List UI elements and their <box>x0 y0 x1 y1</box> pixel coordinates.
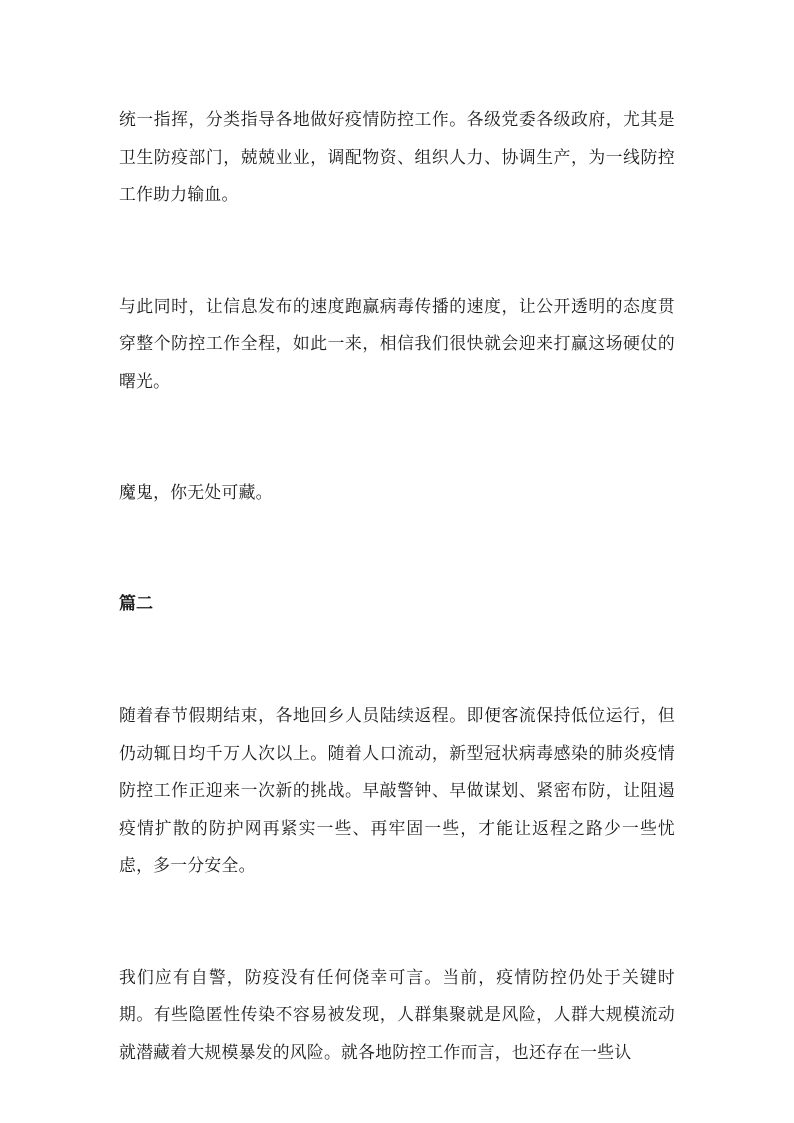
section-heading: 篇二 <box>119 593 153 614</box>
paragraph-spacer <box>119 885 675 959</box>
paragraph: 与此同时，让信息发布的速度跑赢病毒传播的速度，让公开透明的态度贯穿整个防控工作全程，如此一来，相信我们很快就会迎来打赢这场硬仗的曙光。 <box>119 295 675 391</box>
paragraph-spacer <box>119 623 675 697</box>
paragraph: 随着春节假期结束，各地回乡人员陆续返程。即便客流保持低位运行，但仍动辄日均千万人次以上。随着人口流动，新型冠状病毒感染的肺炎疫情防控工作正迎来一次新的挑战。早敲警钟、早做谋划、紧密布防，让阻遏疫情扩散的防护网再紧实一些、再牢固一些，才能让返程之路少一些忧虑，多一分安全。 <box>119 705 675 875</box>
paragraph-spacer <box>119 400 675 474</box>
paragraph: 魔鬼，你无处可藏。 <box>119 482 273 502</box>
document-body <box>119 101 675 1071</box>
paragraph-spacer <box>119 512 675 586</box>
paragraph-spacer <box>119 214 675 288</box>
paragraph: 我们应有自警，防疫没有任何侥幸可言。当前，疫情防控仍处于关键时期。有些隐匿性传染不容易被发现，人群集聚就是风险，人群大规模流动就潜藏着大规模暴发的风险。就各地防控工作而言，也还存在一些认 <box>119 966 675 1062</box>
paragraph: 统一指挥，分类指导各地做好疫情防控工作。各级党委各级政府，尤其是卫生防疫部门，兢兢业业，调配物资、组织人力、协调生产，为一线防控工作助力输血。 <box>119 109 675 204</box>
